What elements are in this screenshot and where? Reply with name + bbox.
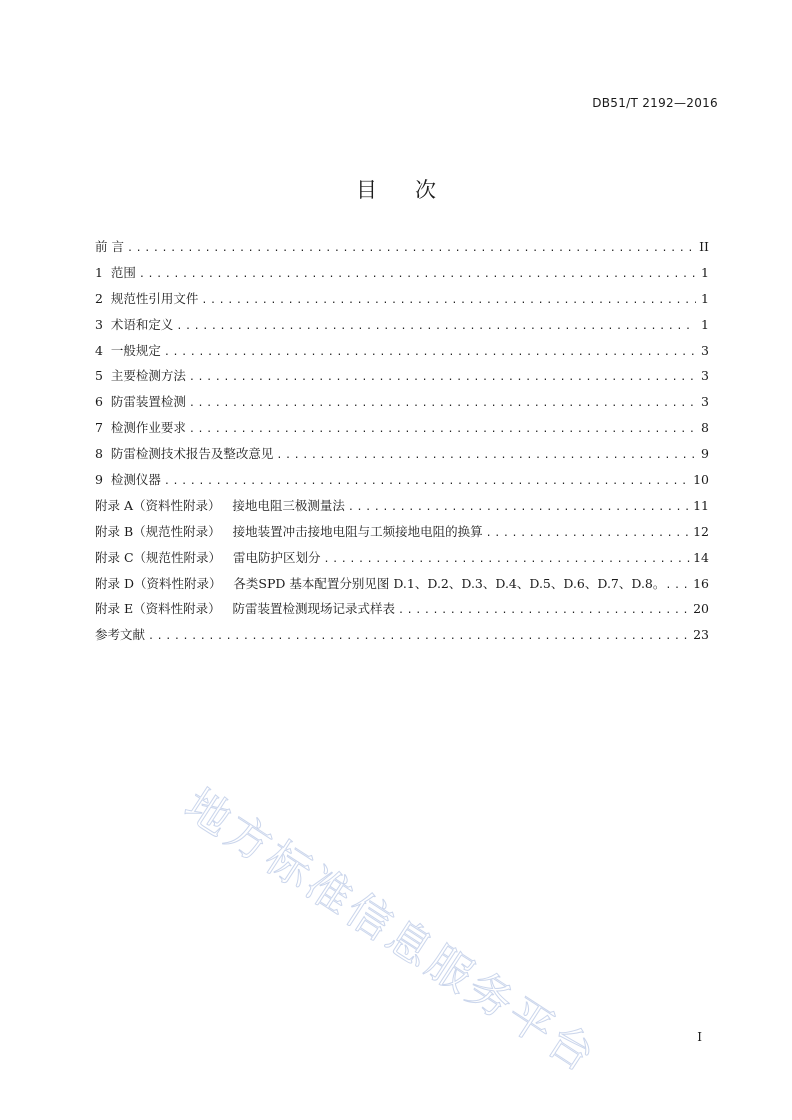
toc-entry-lightning-device-inspection[interactable] bbox=[95, 393, 709, 419]
toc-entry-bibliography[interactable] bbox=[95, 626, 709, 652]
dot-leader bbox=[398, 602, 690, 620]
toc-entry-label: 附录 E（资料性附录） 防雷装置检测现场记录式样表 bbox=[95, 601, 396, 617]
toc-entry-label: 6 防雷装置检测 bbox=[95, 394, 186, 410]
toc-entry-normative-references[interactable] bbox=[95, 290, 709, 316]
toc-entry-appendix-b[interactable] bbox=[95, 523, 709, 549]
toc-entry-terms-definitions[interactable] bbox=[95, 316, 709, 342]
document-code: DB51/T 2192—2016 bbox=[592, 96, 718, 110]
toc-entry-page: 1 bbox=[701, 290, 709, 306]
toc-entry-label: 参考文献 bbox=[95, 627, 146, 643]
toc-entry-label: 2 规范性引用文件 bbox=[95, 290, 199, 306]
toc-entry-label: 4 一般规定 bbox=[95, 342, 161, 358]
toc-entry-label: 前 言 bbox=[95, 239, 124, 254]
toc-entry-label: 3 术语和定义 bbox=[95, 316, 174, 332]
toc-entry-page: 11 bbox=[693, 497, 709, 513]
dot-leader bbox=[189, 369, 696, 387]
dot-leader bbox=[189, 395, 696, 413]
dot-leader bbox=[176, 318, 696, 336]
toc-entry-label: 8 防雷检测技术报告及整改意见 bbox=[95, 446, 274, 462]
dot-leader bbox=[665, 577, 693, 595]
toc-entry-page: 1 bbox=[701, 316, 709, 332]
toc-entry-appendix-d[interactable] bbox=[95, 575, 709, 601]
toc-entry-appendix-a[interactable] bbox=[95, 497, 709, 523]
toc-entry-label: 附录 D（资料性附录） 各类SPD 基本配置分别见图 D.1、D.2、D.3、D.4、D.5、D.6、D.7、D.8。 bbox=[95, 575, 666, 591]
toc-entry-foreword[interactable] bbox=[95, 238, 709, 264]
toc-entry-technical-report[interactable] bbox=[95, 445, 709, 471]
dot-leader bbox=[164, 473, 690, 491]
page-number: I bbox=[697, 1030, 702, 1044]
toc-entry-main-methods[interactable] bbox=[95, 367, 709, 393]
toc-entry-general-provisions[interactable] bbox=[95, 342, 709, 368]
toc-entry-label: 附录 C（规范性附录） 雷电防护区划分 bbox=[95, 549, 321, 565]
toc-entry-page: 23 bbox=[693, 627, 709, 643]
watermark: 地方标准信息服务平台 bbox=[175, 779, 606, 1084]
dot-leader bbox=[348, 499, 690, 517]
toc-entry-page: 1 bbox=[701, 264, 709, 280]
toc-entry-label: 附录 B（规范性附录） 接地装置冲击接地电阻与工频接地电阻的换算 bbox=[95, 523, 483, 539]
table-of-contents bbox=[95, 238, 709, 652]
toc-entry-page: 16 bbox=[693, 575, 709, 591]
toc-entry-label: 附录 A（资料性附录） 接地电阻三极测量法 bbox=[95, 497, 345, 513]
toc-entry-page: 9 bbox=[701, 446, 709, 462]
dot-leader bbox=[164, 344, 696, 362]
toc-entry-label: 7 检测作业要求 bbox=[95, 420, 186, 436]
toc-entry-page: 10 bbox=[693, 472, 709, 488]
dot-leader bbox=[148, 628, 690, 646]
toc-entry-work-requirements[interactable] bbox=[95, 419, 709, 445]
toc-entry-page: 8 bbox=[701, 420, 709, 436]
toc-entry-page: 3 bbox=[701, 394, 709, 410]
toc-entry-page: 3 bbox=[701, 342, 709, 358]
dot-leader bbox=[127, 240, 696, 258]
toc-entry-label: 9 检测仪器 bbox=[95, 472, 161, 488]
dot-leader bbox=[201, 292, 696, 310]
toc-entry-page: 3 bbox=[701, 368, 709, 384]
toc-entry-page: II bbox=[699, 239, 709, 254]
toc-entry-label: 1 范围 bbox=[95, 264, 136, 280]
toc-entry-page: 12 bbox=[693, 523, 709, 539]
dot-leader bbox=[276, 447, 696, 465]
toc-entry-page: 14 bbox=[693, 549, 709, 565]
page-title: 目次 bbox=[356, 178, 474, 202]
toc-entry-label: 5 主要检测方法 bbox=[95, 368, 186, 384]
toc-entry-instruments[interactable] bbox=[95, 471, 709, 497]
toc-entry-appendix-c[interactable] bbox=[95, 549, 709, 575]
dot-leader bbox=[486, 525, 691, 543]
dot-leader bbox=[139, 266, 696, 284]
dot-leader bbox=[189, 421, 696, 439]
toc-entry-scope[interactable] bbox=[95, 264, 709, 290]
toc-entry-page: 20 bbox=[693, 601, 709, 617]
dot-leader bbox=[323, 551, 690, 569]
toc-entry-appendix-e[interactable] bbox=[95, 600, 709, 626]
